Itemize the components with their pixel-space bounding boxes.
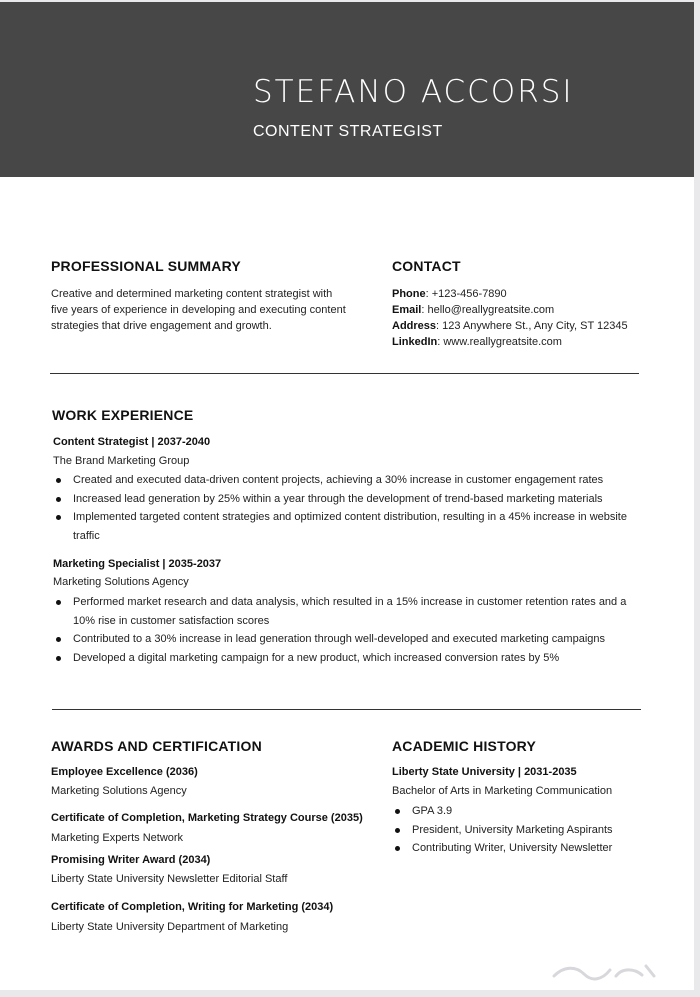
candidate-title: CONTENT STRATEGIST [253,123,443,140]
job-company: Marketing Solutions Agency [53,576,189,588]
job-bullets [53,471,653,545]
job-bullets [53,593,643,667]
bullet-icon [395,846,400,851]
resume-page [0,2,694,990]
job-role: Marketing Specialist | 2035-2037 [53,558,222,570]
list-item: Implemented targeted content strategies and optimized content distribution, resulting in a 45% increase in website traffic [53,508,653,545]
watermark-logo [550,960,660,982]
academic-bullets [392,802,672,858]
resume-header [0,2,694,177]
degree: Bachelor of Arts in Marketing Communication [392,785,613,797]
awards-heading: AWARDS AND CERTIFICATION [51,738,262,754]
award-title: Promising Writer Award (2034) [51,854,211,866]
school-name: Liberty State University | 2031-2035 [392,766,577,778]
award-org: Liberty State University Newsletter Editorial Staff [51,873,288,885]
section-divider [52,709,641,710]
list-item: Developed a digital marketing campaign for a new product, which increased conversion rates by 5% [53,649,643,668]
award-org: Marketing Experts Network [51,832,184,844]
job-role: Content Strategist | 2037-2040 [53,436,211,448]
award-title: Certificate of Completion, Marketing Strategy Course (2035) [51,812,363,824]
bullet-icon [56,600,61,605]
list-item: Contributed to a 30% increase in lead generation through well-developed and executed marketing campaigns [53,630,643,649]
contact-heading: CONTACT [392,258,461,274]
experience-heading: WORK EXPERIENCE [52,407,194,423]
summary-heading: PROFESSIONAL SUMMARY [51,258,241,274]
job-company: The Brand Marketing Group [53,455,190,467]
contact-list [392,286,628,350]
contact-phone: Phone: +123-456-7890 [392,288,507,300]
list-item: Contributing Writer, University Newsletter [392,839,672,858]
bullet-icon [56,637,61,642]
list-item: Created and executed data-driven content projects, achieving a 30% increase in customer engagement rates [53,471,653,490]
bullet-icon [395,828,400,833]
list-item: President, University Marketing Aspirants [392,821,672,840]
bullet-icon [56,656,61,661]
academic-heading: ACADEMIC HISTORY [392,738,536,754]
section-divider [50,373,639,374]
candidate-name: STEFANO ACCORSI [253,74,574,110]
list-item: Performed market research and data analysis, which resulted in a 15% increase in customer retention rates and a 10% rise in customer satisfaction scores [53,593,643,630]
contact-address: Address: 123 Anywhere St., Any City, ST 12345 [392,320,628,332]
award-title: Employee Excellence (2036) [51,766,198,778]
bullet-icon [56,497,61,502]
list-item: Increased lead generation by 25% within a year through the development of trend-based marketing materials [53,490,653,509]
list-item: GPA 3.9 [392,802,672,821]
bullet-icon [56,478,61,483]
bullet-icon [56,515,61,520]
summary-text: Creative and determined marketing content strategist with five years of experience in developing and executing content strategies that drive engagement and growth. [51,288,346,332]
award-org: Marketing Solutions Agency [51,785,187,797]
award-org: Liberty State University Department of Marketing [51,921,289,933]
bullet-icon [395,809,400,814]
contact-linkedin: LinkedIn: www.reallygreatsite.com [392,336,562,348]
award-title: Certificate of Completion, Writing for Marketing (2034) [51,901,334,913]
contact-email: Email: hello@reallygreatsite.com [392,304,555,316]
